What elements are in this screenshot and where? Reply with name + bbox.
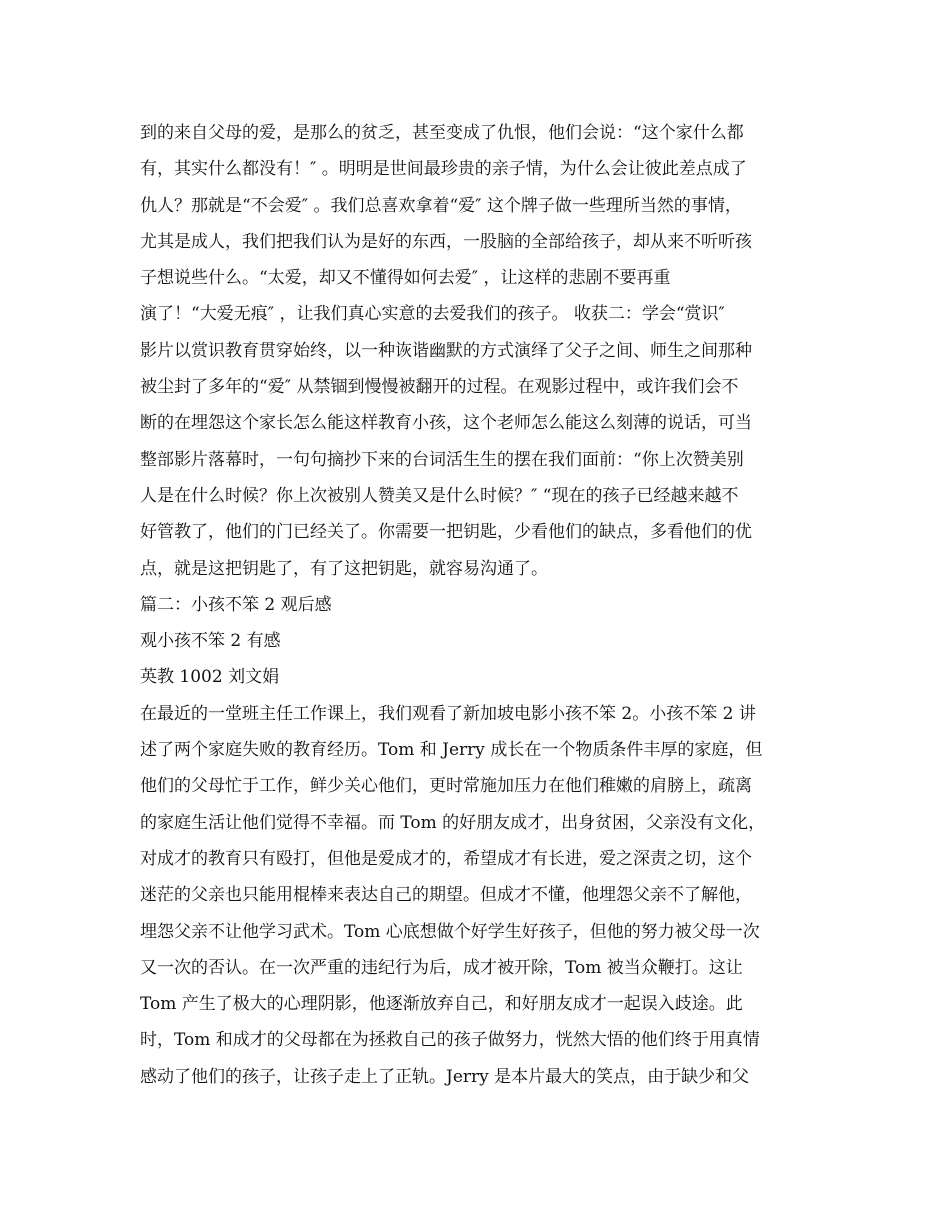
- text-line: 整部影片落幕时，一句句摘抄下来的台词活生生的摆在我们面前：“你上次赞美别: [140, 449, 744, 470]
- text-line: 影片以赏识教育贯穿始终，以一种诙谐幽默的方式演绎了父子之间、师生之间那种: [140, 340, 752, 361]
- text-line: 在最近的一堂班主任工作课上，我们观看了新加坡电影小孩不笨 2。小孩不笨 2 讲: [140, 703, 756, 724]
- text-line: 点，就是这把钥匙了，有了这把钥匙，就容易沟通了。: [140, 558, 548, 579]
- section-heading: 篇二：小孩不笨 2 观后感: [140, 594, 332, 615]
- text-line: 述了两个家庭失败的教育经历。Tom 和 Jerry 成长在一个物质条件丰厚的家庭，但: [140, 740, 763, 761]
- text-line: 演了！“大爱无痕″ ，让我们真心实意的去爱我们的孩子。 收获二：学会“赏识″: [140, 304, 725, 325]
- text-line: 子想说些什么。“太爱，却又不懂得如何去爱″ ，让这样的悲剧不要再重: [140, 268, 671, 289]
- text-line: 他们的父母忙于工作，鲜少关心他们，更时常施加压力在他们稚嫩的肩膀上，疏离: [140, 776, 752, 797]
- text-line: 仇人？那就是“不会爱″ 。我们总喜欢拿着“爱″ 这个牌子做一些理所当然的事情，: [140, 195, 742, 216]
- text-line: 埋怨父亲不让他学习武术。Tom 心底想做个好学生好孩子，但他的努力被父母一次: [140, 921, 760, 942]
- text-line: 人是在什么时候？你上次被别人赞美又是什么时候？″ “现在的孩子已经越来越不: [140, 485, 739, 506]
- text-line: 好管教了，他们的门已经关了。你需要一把钥匙，少看他们的缺点，多看他们的优: [140, 522, 752, 543]
- text-line: Tom 产生了极大的心理阴影，他逐渐放弃自己，和好朋友成才一起误入歧途。此: [140, 994, 743, 1015]
- body-text: [140, 115, 815, 1095]
- text-line: 的家庭生活让他们觉得不幸福。而 Tom 的好朋友成才，出身贫困，父亲没有文化，: [140, 812, 766, 833]
- author-line: 英教 1002 刘文娟: [140, 667, 280, 688]
- text-line: 迷茫的父亲也只能用棍棒来表达自己的期望。但成才不懂，他埋怨父亲不了解他，: [140, 885, 752, 906]
- text-line: 到的来自父母的爱，是那么的贫乏，甚至变成了仇恨，他们会说：“这个家什么都: [140, 123, 744, 143]
- text-line: 时，Tom 和成才的父母都在为拯救自己的孩子做努力，恍然大悟的他们终于用真情: [140, 1030, 760, 1051]
- text-line: 对成才的教育只有殴打，但他是爱成才的，希望成才有长进，爱之深责之切，这个: [140, 848, 752, 869]
- text-line: 有，其实什么都没有！″ 。明明是世间最珍贵的亲子情，为什么会让彼此差点成了: [140, 159, 747, 180]
- text-line: 断的在埋怨这个家长怎么能这样教育小孩，这个老师怎么能这么刻薄的说话，可当: [140, 413, 752, 434]
- text-line: 又一次的否认。在一次严重的违纪行为后，成才被开除，Tom 被当众鞭打。这让: [140, 957, 743, 978]
- text-line: 被尘封了多年的“爱″ 从禁锢到慢慢被翻开的过程。在观影过程中，或许我们会不: [140, 377, 739, 398]
- essay-title: 观小孩不笨 2 有感: [140, 631, 281, 652]
- text-line: 感动了他们的孩子，让孩子走上了正轨。Jerry 是本片最大的笑点，由于缺少和父: [140, 1066, 750, 1087]
- text-line: 尤其是成人，我们把我们认为是好的东西，一股脑的全部给孩子，却从来不听听孩: [140, 231, 752, 252]
